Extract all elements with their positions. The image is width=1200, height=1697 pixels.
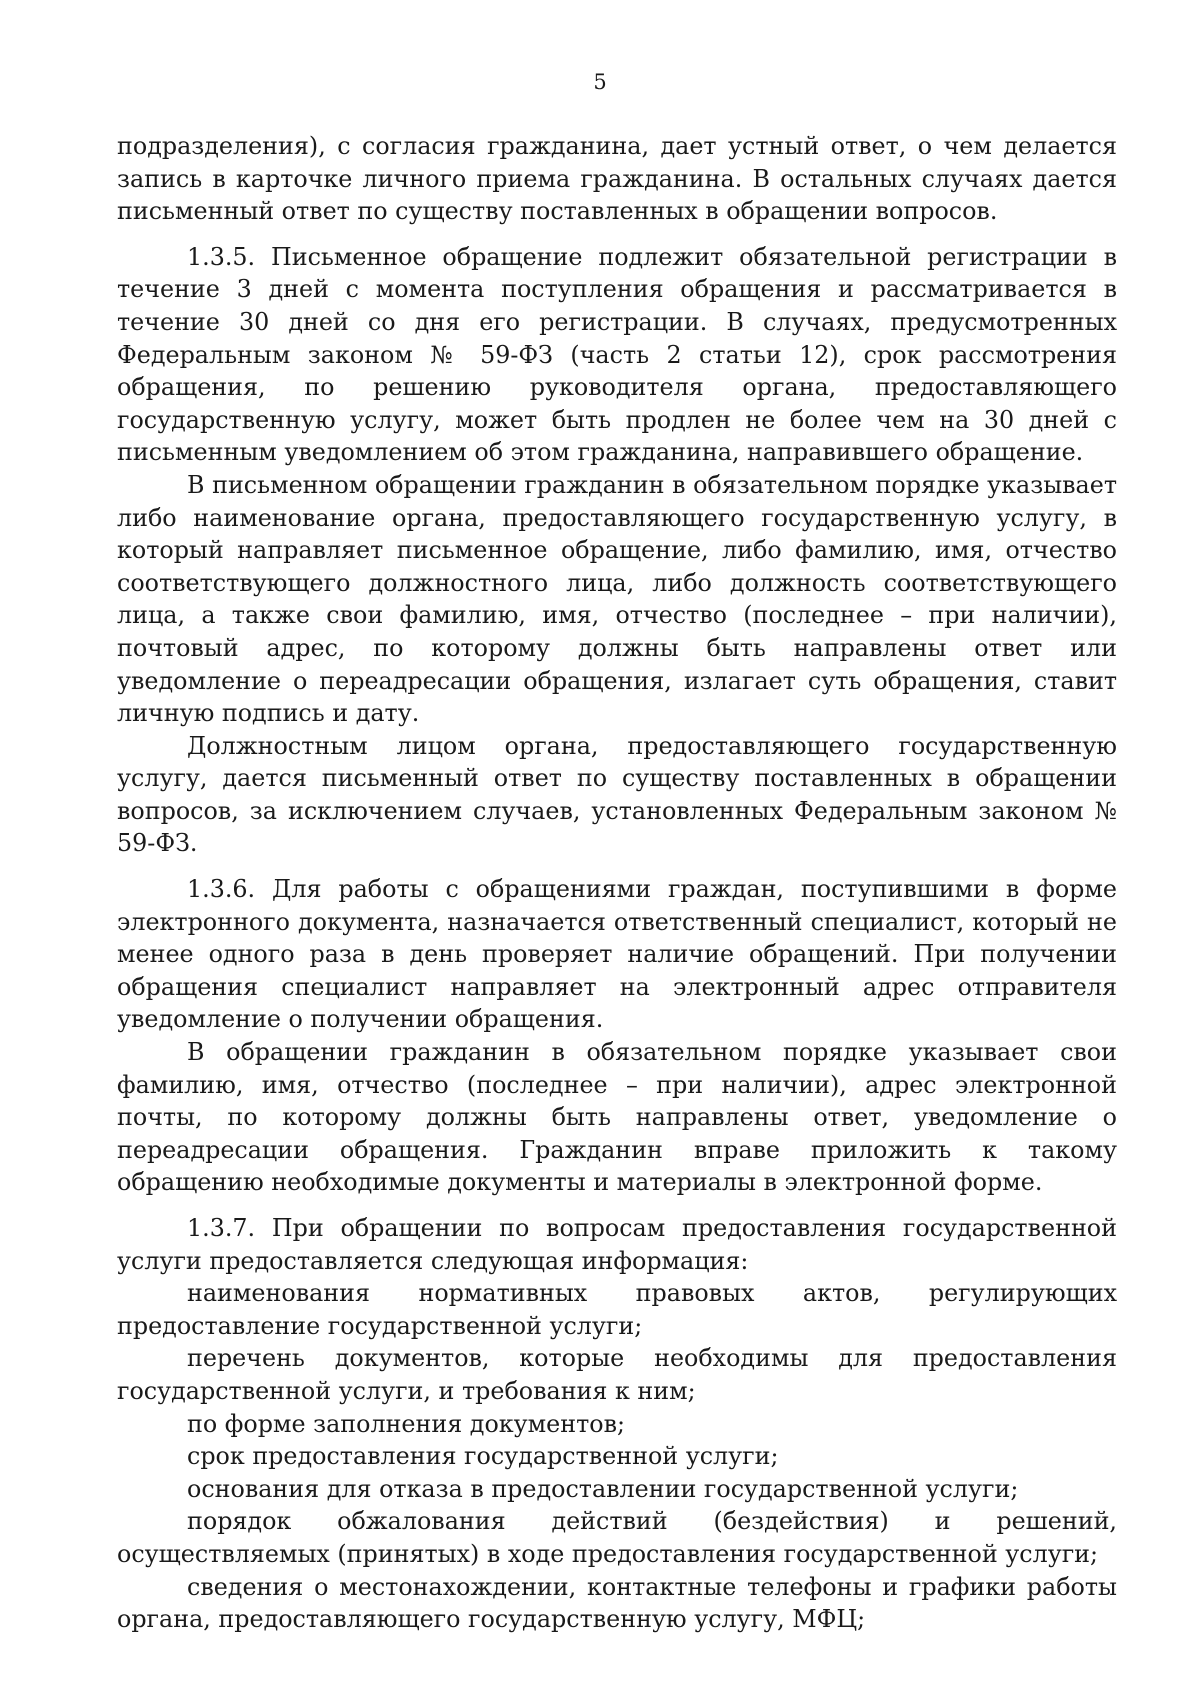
list-item-documents: перечень документов, которые необходимы для предоставления государственной услуги, и требования к ним;: [117, 1344, 1117, 1405]
list-item-form-filling: по форме заполнения документов;: [187, 1409, 626, 1438]
paragraph-official-response: Должностным лицом органа, предоставляющего государственную услугу, дается письменный ответ по существу поставленных в обращении вопросов, за исключением случаев, установленных Федеральным законом № 59-ФЗ.: [117, 731, 1117, 858]
list-item-contacts: сведения о местонахождении, контактные телефоны и графики работы органа, предоставляющего государственную услугу, МФЦ;: [117, 1572, 1117, 1634]
paragraph-continuation: подразделения), с согласия гражданина, дает устный ответ, о чем делается запись в карточке личного приема гражданина. В остальных случаях дается письменный ответ по существу поставленных в обращении вопросов.: [117, 132, 1117, 226]
paragraph-1-3-5: 1.3.5. Письменное обращение подлежит обязательной регистрации в течение 3 дней с момента поступления обращения и рассматривается в течение 30 дней со дня его регистрации. В случаях, предусмотренных Федеральным законом № 59-ФЗ (часть 2 статьи 12), срок рассмотрения обращения, по решению руководителя органа, предоставляющего государственную услугу, может быть продлен не более чем на 30 дней с письменным уведомлением об этом гражданина, направившего обращение.: [117, 242, 1117, 467]
list-item-term: срок предоставления государственной услуги;: [187, 1442, 779, 1471]
paragraph-1-3-7: 1.3.7. При обращении по вопросам предоставления государственной услуги предоставляется следующая информация:: [117, 1214, 1117, 1275]
paragraph-1-3-6: 1.3.6. Для работы с обращениями граждан, поступившими в форме электронного документа, назначается ответственный специалист, который не менее одного раза в день проверяет наличие обращений. При получении обращения специалист направляет на электронный адрес отправителя уведомление о получении обращения.: [117, 875, 1117, 1034]
document-body: [117, 130, 1117, 1636]
paragraph-electronic-request-content: В обращении гражданин в обязательном порядке указывает свои фамилию, имя, отчество (последнее – при наличии), адрес электронной почты, по которому должны быть направлены ответ, уведомление о переадресации обращения. Гражданин вправе приложить к такому обращению необходимые документы и материалы в электронной форме.: [117, 1038, 1117, 1197]
page-number: 5: [593, 70, 607, 94]
paragraph-written-request-content: В письменном обращении гражданин в обязательном порядке указывает либо наименование органа, предоставляющего государственную услугу, в который направляет письменное обращение, либо фамилию, имя, отчество соответствующего должностного лица, либо должность соответствующего лица, а также свои фамилию, имя, отчество (последнее – при наличии), почтовый адрес, по которому должны быть направлены ответ или уведомление о переадресации обращения, излагает суть обращения, ставит личную подпись и дату.: [117, 470, 1117, 728]
list-item-refusal-grounds: основания для отказа в предоставлении государственной услуги;: [187, 1474, 1019, 1503]
list-item-appeal-procedure: порядок обжалования действий (бездействия) и решений, осуществляемых (принятых) в ходе предоставления государственной услуги;: [117, 1507, 1117, 1568]
list-item-legal-acts: наименования нормативных правовых актов, регулирующих предоставление государственной услуги;: [117, 1279, 1117, 1340]
